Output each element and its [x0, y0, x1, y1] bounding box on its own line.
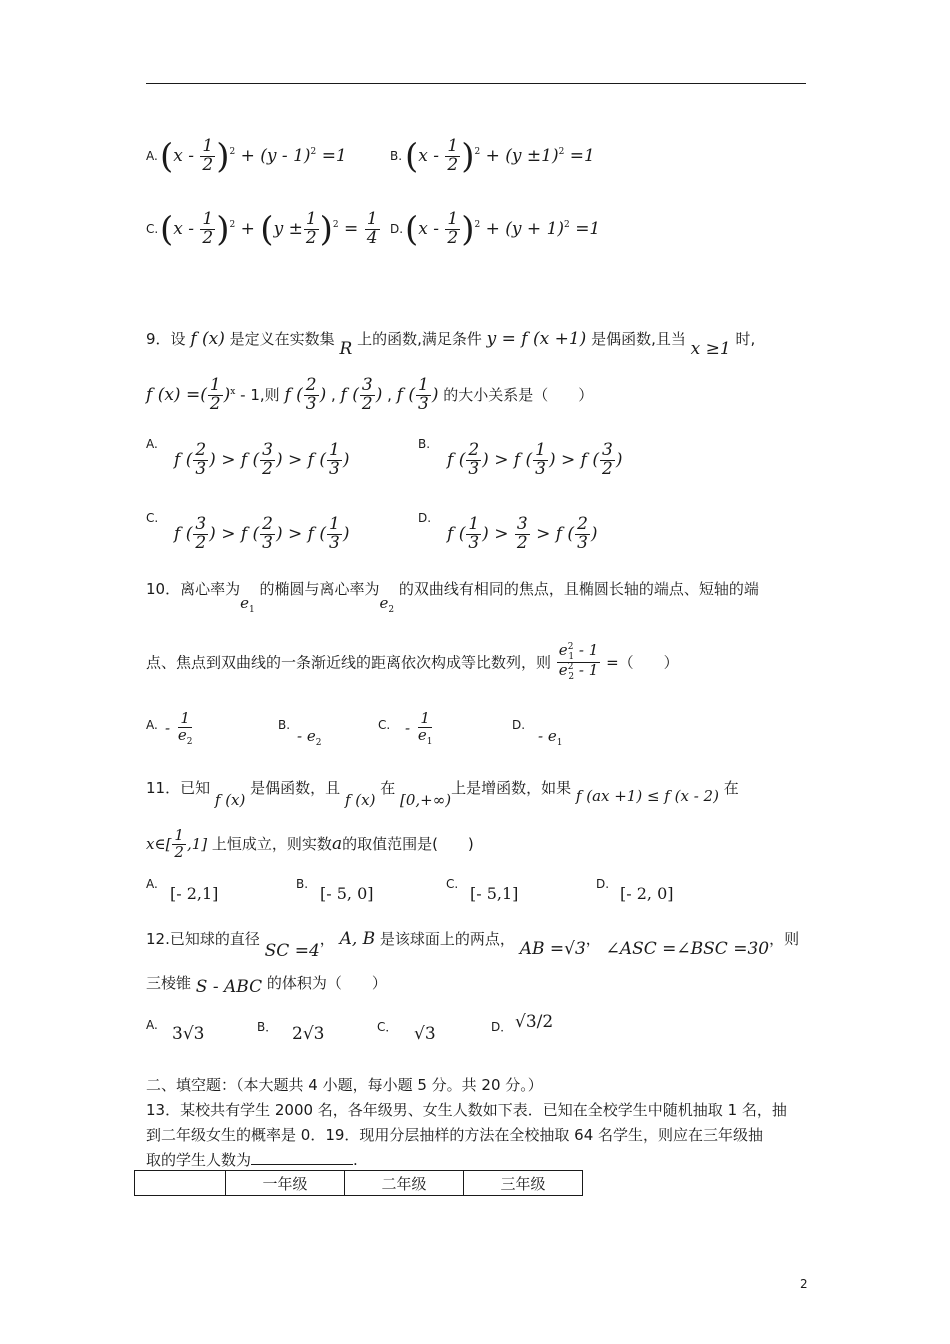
q11-line1: 11．已知 f (x) 是偶函数，且 f (x) 在 [0,+∞)上是增函数，如果 f (ax +1) ≤ f (x - 2) 在 — [146, 779, 739, 809]
q8-option-c: (x - $\frac{1}{2}$ )$^2$ + (y ± $\frac{1}{2}$ )$^2$ = $\frac{1}{4}$ — [160, 209, 378, 250]
page-number: 2 — [800, 1277, 808, 1291]
q9-option-d-label: D. — [418, 511, 432, 525]
q9-option-b: f ( $\frac{2}{3}$ ) > f ( $\frac{1}{3}$ ) > f ( $\frac{3}{2}$ ) — [447, 440, 623, 479]
q12-option-b-label: B． — [257, 1020, 278, 1034]
q9-line1: 9．设 f (x) 是定义在实数集 R 上的函数,满足条件 y = f (x +1) 是偶函数,且当 x ≥1 时, — [146, 329, 756, 359]
q10-option-c: - $\frac{1}{e_1}$ — [405, 709, 433, 747]
q10-line1: 10．离心率为$e_1$ 的椭圆与离心率为$e_2$ 的双曲线有相同的焦点，且椭圆长轴的端点、短轴的端 — [146, 580, 759, 615]
q10-option-a: - $\frac{1}{e_2}$ — [165, 709, 193, 747]
q12-option-a: 3√3 — [172, 1024, 205, 1044]
q8-option-b-label: B. — [390, 149, 403, 163]
q8-option-d: (x - $\frac{1}{2}$ )$^2 + (y + 1)^2 =1$ — [405, 209, 601, 250]
table-header-cell — [135, 1171, 226, 1196]
q8-option-b: (x - $\frac{1}{2}$ )$^2 + (y \pm 1)^2 =1$ — [405, 136, 595, 177]
q10-option-b-label: B. — [278, 718, 291, 732]
q9-option-a-label: A. — [146, 437, 158, 451]
q9-option-d: f ( $\frac{1}{3}$ ) > $\frac{3}{2}$ > f ( $\frac{2}{3}$ ) — [447, 514, 598, 553]
q12-line2: 三棱锥 S - ABC 的体积为（ ） — [146, 974, 387, 997]
q13-line1: 13．某校共有学生 2000 名，各年级男、女生人数如下表．已知在全校学生中随机抽取 1 名，抽 — [146, 1101, 787, 1119]
q12-option-c-label: C． — [377, 1020, 398, 1034]
q12-option-a-label: A. — [146, 1018, 158, 1032]
q12-line1: 12.已知球的直径 SC =4， A, B 是该球面上的两点， AB =√3， ∠ASC =∠BSC =30，则 — [146, 929, 800, 961]
header-rule — [146, 83, 806, 84]
q8-option-a-label: A. — [146, 149, 158, 163]
q10-option-d-label: D. — [512, 718, 526, 732]
q11-option-d: [- 2, 0] — [620, 884, 674, 903]
q12-option-c: √3 — [414, 1024, 436, 1044]
table-header-cell: 一年级 — [226, 1171, 345, 1196]
q8-option-d-label: D. — [390, 222, 404, 236]
q12-option-d-label: D． — [491, 1020, 513, 1034]
q9-line2: f (x) =( $\frac{1}{2}$ )$^x$ - 1,则 f ( $\frac{2}{3}$ ) , f ( $\frac{3}{2}$ ) , f ( $\frac{1}{3}$ ) 的大小关系是（ ） — [146, 375, 594, 414]
q9-option-c-label: C. — [146, 511, 159, 525]
q11-option-b-label: B. — [296, 877, 309, 891]
q13-line3: 取的学生人数为 . — [146, 1151, 358, 1169]
q11-option-c-label: C. — [446, 877, 459, 891]
q10-option-d: - $e_1$ — [538, 727, 563, 748]
table-header-cell: 三年级 — [464, 1171, 583, 1196]
q10-line2: 点、焦点到双曲线的一条渐近线的距离依次构成等比数列，则 $\frac{e^2_1 - 1}{e^2_2 - 1}$ =（ ） — [146, 641, 679, 683]
q10-option-b: - $e_2$ — [297, 727, 322, 748]
q10-option-c-label: C. — [378, 718, 391, 732]
q11-option-d-label: D. — [596, 877, 610, 891]
table-row — [135, 1171, 583, 1196]
table-header-cell: 二年级 — [345, 1171, 464, 1196]
grade-table — [134, 1170, 583, 1196]
q12-option-b: 2√3 — [292, 1024, 325, 1044]
q11-option-a: [- 2,1] — [170, 884, 219, 903]
q11-option-c: [- 5,1] — [470, 884, 519, 903]
q8-option-a: (x - $\frac{1}{2}$ )$^2$ + (y - 1)$^2$ =1 — [160, 136, 347, 177]
q9-option-b-label: B. — [418, 437, 431, 451]
q13-line2: 到二年级女生的概率是 0．19．现用分层抽样的方法在全校抽取 64 名学生，则应在三年级抽 — [146, 1126, 764, 1144]
q11-option-b: [- 5, 0] — [320, 884, 374, 903]
q10-option-a-label: A. — [146, 718, 158, 732]
q12-option-d: √3/2 — [515, 1012, 554, 1032]
q9-option-a: f ( $\frac{2}{3}$ ) > f ( $\frac{3}{2}$ ) > f ( $\frac{1}{3}$ ) — [174, 440, 350, 479]
q11-line2: x∈[ $\frac{1}{2}$ ,1] 上恒成立，则实数a的取值范围是( ) — [146, 826, 474, 861]
q13-answer-blank — [251, 1150, 353, 1165]
q11-option-a-label: A. — [146, 877, 158, 891]
q9-option-c: f ( $\frac{3}{2}$ ) > f ( $\frac{2}{3}$ ) > f ( $\frac{1}{3}$ ) — [174, 514, 350, 553]
section-2-heading: 二、填空题：（本大题共 4 小题，每小题 5 分。共 20 分。） — [146, 1076, 543, 1094]
q8-option-c-label: C. — [146, 222, 159, 236]
